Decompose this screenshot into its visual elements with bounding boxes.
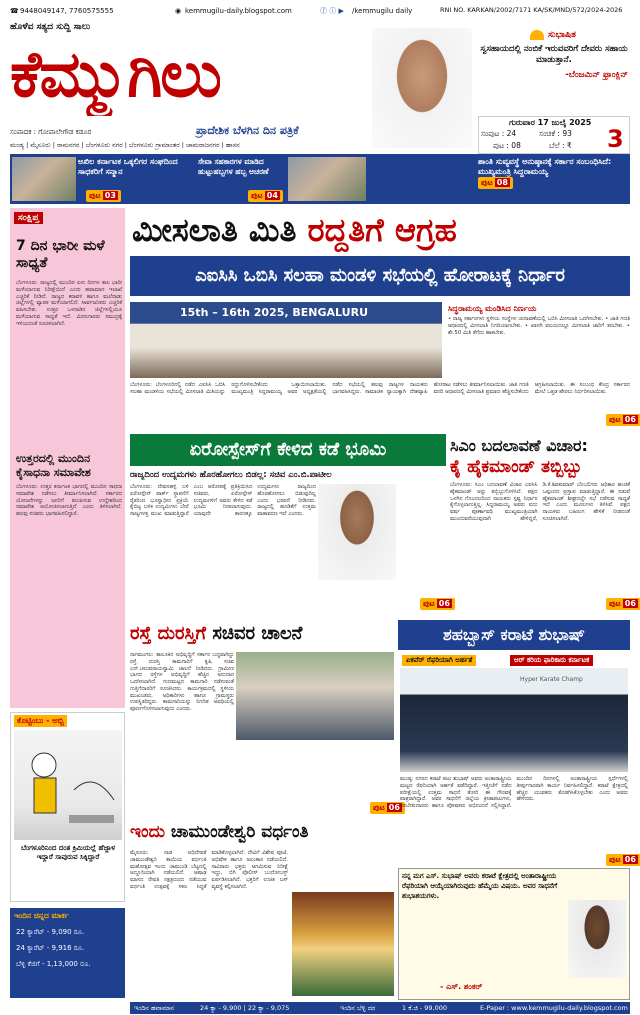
- footer-silver-val: 1 ಕೆ.ಜಿ - 99,000: [402, 1004, 448, 1012]
- roads-body: ನಾಗಮಂಗಲ: ತಾಲೂಕಿನ ಅಭಿವೃದ್ಧಿಗೆ ಸರ್ಕಾರ ಬದ್ಧವಾಗಿದ್ದು ರಸ್ತೆ ದುರಸ್ತಿ ಕಾಮಗಾರಿಗೆ ಕೃಷಿ ಸಚಿವ ಎನ್.ಚಲುವರಾಯಸ್ವಾಮಿ ಚಾಲನೆ ನೀಡಿದರು. ಗ್ರಾಮೀಣ ಭಾಗದ ರಸ್ತೆಗಳ ಅಭಿವೃದ್ಧಿಗೆ ಹೆಚ್ಚಿನ ಅನುದಾನ ಒದಗಿಸಲಾಗಿದೆ. ಗುಣಮಟ್ಟದ ಕಾಮಗಾರಿ ನಡೆಸುವಂತೆ ಗುತ್ತಿಗೆದಾರರಿಗೆ ಸೂಚಿಸಿದರು. ಕಾರ್ಯಕ್ರಮದಲ್ಲಿ ಸ್ಥಳೀಯ ಮುಖಂಡರು, ಅಧಿಕಾರಿಗಳು ಹಾಗೂ ಗ್ರಾಮಸ್ಥರು ಉಪಸ್ಥಿತರಿದ್ದರು. ಕಾಮಗಾರಿಯನ್ನು ನಿಗದಿತ ಅವಧಿಯಲ್ಲಿ ಪೂರ್ಣಗೊಳಿಸಲಾಗುವುದು ಎಂದರು.: [130, 652, 234, 712]
- aerospace-body: ಬೆಂಗಳೂರು: ದೇವನಹಳ್ಳಿ ಬಳಿ ಏರೋಸ್ಪೇಸ್ ಪಾರ್ಕ್ ಸ್ಥಾಪನೆಗೆ ರೈತರಿಂದ ಭೂಸ್ವಾಧೀನ ಪ್ರಕ್ರಿಯೆ ಕೈಬಿಟ್ಟ ಬಳಿಕ ಉದ್ಯಮಿಗಳು ಬೇರೆ ರಾಜ್ಯಗಳತ್ತ ಮುಖ ಮಾಡುತ್ತಿದ್ದಾರೆ ಎಂಬ ಆರೋಪಕ್ಕೆ ಪ್ರತಿಕ್ರಿಯಿಸಿದ ಸಚಿವರು, ಏರೋಸ್ಪೇಸ್ ಉದ್ಯಮಗಳಿಗೆ ಅವರು ಕೇಳಿದ ಕಡೆ ಭೂಮಿ ನೀಡಲಾಗುವುದು. ಯಾವುದೇ ಕಾರಣಕ್ಕೂ ಉದ್ಯಮಗಳು ರಾಜ್ಯದಿಂದ ಹೊರಹೋಗಲು ಬಿಡುವುದಿಲ್ಲ ಎಂದು ಭರವಸೆ ನೀಡಿದರು. ರಾಜ್ಯದಲ್ಲಿ ಹೂಡಿಕೆಗೆ ಉತ್ತಮ ವಾತಾವರಣ ಇದೆ ಎಂದರು.: [130, 484, 316, 517]
- lead-sidebar-body: • ರಾಜ್ಯ ಸರ್ಕಾರಗಳು ಸ್ಥಳೀಯ ಸಂಸ್ಥೆಗಳ ಚುನಾವಣೆಯಲ್ಲಿ ಒಬಿಸಿ ಮೀಸಲಾತಿ ಒದಗಿಸಬೇಕು. • ಜಾತಿ ಗಣತಿ ಆಧಾರದಲ್ಲಿ ಮೀಸಲಾತಿ ನಿಗದಿಯಾಗಬೇಕು. • ಖಾಸಗಿ ವಲಯದಲ್ಲೂ ಮೀಸಲಾತಿ ಜಾರಿಗೆ ತರಬೇಕು. • ಶೇ.50 ಮಿತಿ ತೆಗೆದು ಹಾಕಬೇಕು.: [448, 316, 630, 336]
- price-value: 3: [607, 125, 624, 153]
- karate-headline[interactable]: ಶಹಬ್ಬಾಸ್ ಕರಾಟೆ ಶುಭಾಷ್: [398, 620, 630, 650]
- karate-tag-1: ಏಕವೆರ್ ರೆಫರಿಯಾಗಿ ಅರ್ಹತೆ: [402, 655, 476, 666]
- gold-box: [10, 908, 125, 998]
- social-handle[interactable]: /kemmugilu daily: [352, 7, 413, 15]
- social-icons: ⓕ ⓘ ▶: [320, 7, 344, 15]
- chamundi-headline[interactable]: [130, 818, 392, 846]
- brief-2-body: ಬೆಂಗಳೂರು: ಉತ್ತರ ಕರ್ನಾಟಕ ಭಾಗದಲ್ಲಿ ಮುಂದಿನ ಸಾಧನಾ ಸಮಾವೇಶ ನಡೆಸಲು ತೀರ್ಮಾನಿಸಲಾಗಿದೆ. ಸರ್ಕಾರದ ಯೋಜನೆಗಳನ್ನು ಜನರಿಗೆ ತಲುಪಿಸುವ ಉದ್ದೇಶದಿಂದ ಸಮಾವೇಶ ಆಯೋಜಿಸಲಾಗುತ್ತಿದೆ ಎಂದು ತಿಳಿಸಲಾಗಿದೆ. ಹಲವು ಸಚಿವರು ಭಾಗವಹಿಸಲಿದ್ದಾರೆ.: [16, 484, 122, 517]
- footer-epaper[interactable]: E-Paper : www.kemmugilu-daily.blogspot.com: [480, 1004, 628, 1012]
- issue-volume: ಸಂಪುಟ : 24: [481, 129, 517, 138]
- cartoon-caption: ಬೆಂಗಳೂರಿನಿಂದ ದಂತ ಕ್ರಿಮಿಯಲ್ಲೆ ಹೆಜ್ಜಾಳ ಇದ್ದಾರೆ ಸಾವುರುವ ಸಿಕ್ಕಿದ್ದಾರೆ: [20, 844, 116, 862]
- teaser-photo-2: [288, 157, 366, 201]
- brief-1-title[interactable]: 7 ದಿನ ಭಾರೀ ಮಳೆ ಸಾಧ್ಯತೆ: [16, 238, 105, 271]
- footer-temp: 24 ಕ್ಯಾ - 9,900 | 22 ಕ್ಯಾ - 9,075: [200, 1004, 290, 1012]
- karate-jump-badge[interactable]: ಪುಟ 06: [606, 854, 640, 866]
- cm-headline-black[interactable]: ಸಿಎಂ ಬದಲಾವಣೆ ವಿಚಾರ:: [450, 436, 588, 455]
- lead-sidebar-title: ಸಿದ್ಧರಾಮಯ್ಯ ಮಂಡಿಸಿದ ನಿರ್ಣಯ: [448, 304, 537, 313]
- issue-date: ಗುರುವಾರ 17 ಜುಲೈ 2025: [509, 118, 592, 127]
- quote-label: ಸುಭಾಷಿತ: [548, 30, 576, 40]
- brief-2-title[interactable]: ಉತ್ತರದಲ್ಲಿ ಮುಂದಿನ ಕೈಸಾಧನಾ ಸಮಾವೇಶ: [16, 452, 91, 479]
- ad-portrait: [568, 900, 626, 978]
- roads-headline[interactable]: [130, 620, 392, 648]
- cm-body: ಬೆಂಗಳೂರು: ಸಿಎಂ ಬದಲಾವಣೆ ವಿಚಾರ ಎಐಸಿಸಿ ಹೈಕಮಾಂಡ್ ಅನ್ನು ತಬ್ಬಿಬ್ಬುಗೊಳಿಸಿದೆ. ಪಕ್ಷದ ಒಳಗಿನ ಗೊಂದಲದಿಂದ ನಾಯಕರು ಸ್ಪಷ್ಟ ನಿರ್ಧಾರ ಕೈಗೊಳ್ಳಲಾಗುತ್ತಿಲ್ಲ. ಸಿದ್ದರಾಮಯ್ಯ ಅವರು ಐದು ವರ್ಷ ಪೂರ್ಣಾವಧಿ ಮುಖ್ಯಮಂತ್ರಿಯಾಗಿ ಮುಂದುವರೆಯುವುದಾಗಿ ಹೇಳಿದ್ದರೆ, ಡಿ.ಕೆ.ಶಿವಕುಮಾರ್ ಬೆಂಬಲಿಗರು ಅಧಿಕಾರ ಹಂಚಿಕೆ ಒಪ್ಪಂದದ ಪ್ರಸ್ತಾಪ ಮಾಡುತ್ತಿದ್ದಾರೆ. ಈ ನಡುವೆ ಹೈಕಮಾಂಡ್ ಶೀಘ್ರದಲ್ಲೇ ಸಭೆ ನಡೆಸುವ ಸಾಧ್ಯತೆ ಇದೆ ಎಂದು ಮೂಲಗಳು ತಿಳಿಸಿವೆ. ಪಕ್ಷದ ನಾಯಕರು ಬಹಿರಂಗ ಹೇಳಿಕೆ ನೀಡದಂತೆ ಸೂಚಿಸಲಾಗಿದೆ.: [450, 482, 630, 522]
- footer-silver: ಇಂದಿನ ಬೆಳ್ಳಿ ದರ: [340, 1004, 376, 1012]
- lead-subheadline: ಎಐಸಿಸಿ ಒಬಿಸಿ ಸಲಹಾ ಮಂಡಳಿ ಸಭೆಯಲ್ಲಿ ಹೋರಾಟಕ್ಕೆ ನಿರ್ಧಾರ: [130, 256, 630, 296]
- chamundi-body-cont: [292, 850, 394, 890]
- karate-tag-2: ಆರ್ ಕರಿಯ ಫಾರಿಕಾರು ಕರ್ನಾಟಕ: [510, 655, 593, 666]
- sun-icon: [530, 30, 544, 40]
- rni-number: RNI NO. KARKAN/2002/7171 KA/SK/MND/572/2024-2026: [440, 6, 623, 14]
- paper-subtitle: ಪ್ರಾದೇಶಿಕ ಬೆಳಗಿನ ದಿನ ಪತ್ರಿಕೆ: [196, 124, 299, 137]
- roads-photo: [236, 652, 394, 740]
- footer-bar: [130, 1002, 630, 1014]
- chamundi-photo: [292, 892, 394, 996]
- lead-headline-red: ರದ್ದತಿಗೆ ಆಗ್ರಹ: [307, 211, 457, 249]
- cartoon-title: ಕೊಟ್ಟಿಂಬು - ಅಬ್ಬಿ: [14, 715, 67, 727]
- ad-signature: - ಎಸ್. ಶಂಕರ್: [440, 982, 483, 991]
- lead-photo-caption: 15th – 16th 2025, BENGALURU: [180, 306, 369, 319]
- issue-pages: ಪುಟ : 08: [493, 141, 521, 150]
- teaser-page-badge-2[interactable]: ಪುಟ 04: [248, 190, 283, 202]
- brief-1-body: ಬೆಂಗಳೂರು: ರಾಜ್ಯದಲ್ಲಿ ಮುಂದಿನ ಏಳು ದಿನಗಳ ಕಾಲ ಭಾರೀ ಮಳೆಯಾಗುವ ನಿರೀಕ್ಷೆಯಿದೆ ಎಂದು ಹವಾಮಾನ ಇಲಾಖೆ ಎಚ್ಚರಿಕೆ ನೀಡಿದೆ. ರಾಜ್ಯದ ಕರಾವಳಿ ಹಾಗೂ ಮಲೆನಾಡು ಜಿಲ್ಲೆಗಳಲ್ಲಿ ವ್ಯಾಪಕ ಮಳೆಯಾಗಲಿದೆ. ಸಾರ್ವಜನಿಕರು ಎಚ್ಚರಿಕೆ ವಹಿಸಬೇಕು. ಉತ್ತರ ಒಳನಾಡಿನ ಜಿಲ್ಲೆಗಳಲ್ಲಿಯೂ ಮಳೆಯಾಗುವ ಸಾಧ್ಯತೆ ಇದೆ. ಮೀನುಗಾರರು ಸಮುದ್ರಕ್ಕೆ ಇಳಿಯದಂತೆ ಸೂಚಿಸಲಾಗಿದೆ.: [16, 280, 122, 327]
- karate-body: ಮಂಡ್ಯ: ನಗರದ ಕರಾಟೆ ಪಟು ಶುಭಾಷ್ ಅವರು ಅಂತಾರಾಷ್ಟ್ರೀಯ ಮಟ್ಟದ ರೆಫರಿಯಾಗಿ ಅರ್ಹತೆ ಪಡೆದಿದ್ದಾರೆ. ಇತ್ತೀಚೆಗೆ ನಡೆದ ಪರೀಕ್ಷೆಯಲ್ಲಿ ಉತ್ತಮ ಸಾಧನೆ ತೋರಿ ಈ ಗೌರವಕ್ಕೆ ಪಾತ್ರರಾಗಿದ್ದಾರೆ. ಅವರ ಸಾಧನೆಗೆ ಜಿಲ್ಲೆಯ ಕ್ರೀಡಾಪಟುಗಳು, ತರಬೇತುದಾರರು ಹಾಗೂ ಪೋಷಕರು ಅಭಿನಂದನೆ ಸಲ್ಲಿಸಿದ್ದಾರೆ. ಮುಂದಿನ ದಿನಗಳಲ್ಲಿ ಅಂತಾರಾಷ್ಟ್ರೀಯ ಸ್ಪರ್ಧೆಗಳಲ್ಲಿ ತೀರ್ಪುಗಾರರಾಗಿ ಕಾರ್ಯ ನಿರ್ವಹಿಸಲಿದ್ದಾರೆ. ಕರಾಟೆ ಕ್ಷೇತ್ರದಲ್ಲಿ ಹೆಚ್ಚಿನ ಯುವಕರು ತೊಡಗಿಸಿಕೊಳ್ಳಬೇಕು ಎಂದು ಅವರು ಹೇಳಿದರು.: [400, 776, 628, 809]
- roads-body-cont: [236, 744, 394, 810]
- editor-name: ಸಂಪಾದಕ : ಗೋಪಾಲೇಗೌಡ ಕಡೂರ: [10, 128, 92, 136]
- roads-headline-red: ರಸ್ತೆ ದುರಸ್ತಿಗೆ: [130, 623, 207, 644]
- price-label: ಬೆಲೆ : ₹: [549, 141, 572, 150]
- minister-portrait: [318, 484, 396, 580]
- issue-box: [478, 116, 630, 154]
- teaser-page-badge-1[interactable]: ಪುಟ 03: [86, 190, 121, 202]
- gold-row-2: 24 ಕ್ಯಾರೆಟ್ - 9,916 ರೂ.: [16, 944, 85, 952]
- web-icon: ◉: [175, 7, 182, 15]
- teaser-text-1[interactable]: ಅಖಿಲ ಕರ್ನಾಟಕ ಒಕ್ಕಲಿಗರ ಸಂಘದಿಂದ ಸಾಧಕರಿಗೆ ಸನ್ಮಾನ: [78, 157, 178, 177]
- teaser-text-2[interactable]: ಸೇವಾ ಸಹಕಾರಗಳ ಮಾಡಿದ ಹುಟ್ಟುಹಬ್ಬಗಳ ಹಬ್ಬ ಆಚರಣೆ: [198, 157, 269, 176]
- aerospace-subheadline: ರಾಜ್ಯದಿಂದ ಉದ್ಯಮಗಳು ಹೊರಹೋಗಲು ಬಿಡಲ್ಲ: ಸಚಿವ ಎಂ.ಬಿ.ಪಾಟೀಲ: [130, 470, 332, 480]
- gold-row-1: 22 ಕ್ಯಾರೆಟ್ - 9,090 ರೂ.: [16, 928, 85, 936]
- cartoon-drawing: [14, 730, 122, 840]
- newspaper-logo: ಕೆಮ್ಮುಗಿಲು: [10, 38, 221, 112]
- teaser-page-badge-3[interactable]: ಪುಟ 08: [478, 177, 513, 189]
- website-link[interactable]: kemmugilu-daily.blogspot.com: [185, 7, 292, 15]
- cartoon-figure-icon: [14, 730, 122, 840]
- lead-body: ಬೆಂಗಳೂರು: ಬೆಂಗಳೂರಿನಲ್ಲಿ ನಡೆದ ಎಐಸಿಸಿ ಒಬಿಸಿ ಸಲಹಾ ಮಂಡಳಿಯ ಸಭೆಯಲ್ಲಿ ಮೀಸಲಾತಿ ಮಿತಿಯನ್ನು ರದ್ದುಗೊಳಿಸಬೇಕೆಂದು ಒತ್ತಾಯಿಸಲಾಯಿತು. ಮುಖ್ಯಮಂತ್ರಿ ಸಿದ್ದರಾಮಯ್ಯ ಅವರ ಅಧ್ಯಕ್ಷತೆಯಲ್ಲಿ ನಡೆದ ಸಭೆಯಲ್ಲಿ ಹಲವು ರಾಜ್ಯಗಳ ನಾಯಕರು ಭಾಗವಹಿಸಿದ್ದರು. ಸಾಮಾಜಿಕ ನ್ಯಾಯಕ್ಕಾಗಿ ದೇಶವ್ಯಾಪಿ ಹೋರಾಟ ನಡೆಸಲು ತೀರ್ಮಾನಿಸಲಾಯಿತು. ಜಾತಿ ಗಣತಿ ವರದಿ ಆಧಾರದಲ್ಲಿ ಮೀಸಲಾತಿ ಪ್ರಮಾಣ ಹೆಚ್ಚಿಸಬೇಕೆಂದು ಆಗ್ರಹಿಸಲಾಯಿತು. ಈ ಸಂಬಂಧ ಕೇಂದ್ರ ಸರ್ಕಾರದ ಮೇಲೆ ಒತ್ತಡ ಹೇರಲು ನಿರ್ಧರಿಸಲಾಯಿತು.: [130, 382, 630, 395]
- lead-headline-black: ಮೀಸಲಾತಿ ಮಿತಿ: [132, 211, 297, 249]
- cm-headline-red[interactable]: ಕೈ ಹೈಕಮಾಂಡ್ ತಬ್ಬಿಬ್ಬು: [450, 457, 583, 477]
- footer-left: ಇಂದಿನ ಹವಾಮಾನ: [134, 1004, 175, 1012]
- cm-portrait: [372, 28, 472, 148]
- lead-jump-badge[interactable]: ಪುಟ 06: [606, 414, 640, 426]
- chamundi-headline-black: ಚಾಮುಂಡೇಶ್ವರಿ ವರ್ಧಂತಿ: [170, 822, 309, 842]
- district-list: ಮಂಡ್ಯ | ಮೈಸೂರು | ರಾಮನಗರ | ಬೆಂಗಳೂರು ನಗರ | ಬೆಂಗಳೂರು ಗ್ರಾಮಾಂತರ | ಚಾಮರಾಜನಗರ | ಹಾಸನ: [10, 142, 240, 149]
- karate-photo-sign: Hyper Karate Champ: [520, 676, 583, 683]
- aerospace-headline[interactable]: ಏರೋಸ್ಪೇಸ್‌ಗೆ ಕೇಳಿದ ಕಡೆ ಭೂಮಿ: [130, 434, 446, 466]
- phone-icon: ☎: [10, 7, 19, 15]
- teaser-text-3[interactable]: ಶಾಂತಿ ಸುವ್ಯವಸ್ಥೆ ಅನುಷ್ಠಾನಕ್ಕೆ ಸರ್ಕಾರ ಸಂಬಂಧಿಸಿದೆ: ಮುಖ್ಯಮಂತ್ರಿ ಸಿದ್ದರಾಮಯ್ಯ: [478, 157, 612, 176]
- gold-row-3: ಬೆಳ್ಳಿ ಕೆಜಿಗೆ - 1,13,000 ರೂ.: [16, 960, 91, 968]
- quote-box: [478, 24, 630, 116]
- ad-text: ನನ್ನ ಮಗ ಎಸ್. ಸುಭಾಷ್ ಅವರು ಕರಾಟೆ ಕ್ಷೇತ್ರದಲ್ಲಿ ಅಂತಾರಾಷ್ಟ್ರೀಯ ರೆಫರಿಯಾಗಿ ಆಯ್ಕೆಯಾಗಿರುವುದು ಹೆಮ್ಮೆಯ ವಿಷಯ. ಅವರ ಸಾಧನೆಗೆ ಶುಭಾಶಯಗಳು.: [402, 872, 558, 900]
- tagline: ಹೊಳೆವ ಸತ್ಯದ ಸುದ್ದಿ ಸಾಲು: [10, 22, 91, 32]
- issue-number: ಸಂಚಿಕೆ : 93: [539, 129, 572, 138]
- lead-photo: [130, 302, 442, 378]
- teaser-photo-1: [12, 157, 76, 201]
- phone-numbers: 9448049147, 7760575555: [20, 7, 114, 15]
- quote-author: -ಬೆಂಜಮಿನ್ ಫ್ರಾಂಕ್ಲಿನ್: [565, 70, 628, 80]
- briefs-header: ಸಂಕ್ಷಿಪ್ತ: [14, 212, 43, 224]
- gold-title: ಇಂದಿನ ಚಿನ್ನದ ಮಾರ್ಕ: [14, 911, 69, 920]
- quote-text: ಸ್ವಸಹಾಯದಲ್ಲಿ ನಂಬಿಕೆ ಇರುವವರಿಗೆ ದೇವರು ಸಹಾಯ ಮಾಡುತ್ತಾನೆ.: [480, 44, 628, 66]
- roads-jump-badge[interactable]: ಪುಟ 06: [370, 802, 405, 814]
- roads-headline-black: ಸಚಿವರ ಚಾಲನೆ: [212, 623, 303, 644]
- cm-jump-badge[interactable]: ಪುಟ 06: [606, 598, 640, 610]
- aerospace-body-cont: [398, 484, 446, 614]
- chamundi-body: ಮೈಸೂರು: ನಾಡ ಅಧಿದೇವತೆ ಚಾಮುಂಡೇಶ್ವರಿ ತಾಯಿಯ ವರ್ಧಂತಿ ಮಹೋತ್ಸವ ಇಂದು ಚಾಮುಂಡಿ ಬೆಟ್ಟದಲ್ಲಿ ಅದ್ದೂರಿಯಾಗಿ ನಡೆಯಲಿದೆ. ಆಷಾಢ ಮಾಸದ ರೇವತಿ ನಕ್ಷತ್ರದಂದು ನಡೆಯುವ ವರ್ಧಂತಿ ಉತ್ಸವಕ್ಕೆ ಸಕಲ ಸಿದ್ಧತೆ ಮಾಡಿಕೊಳ್ಳಲಾಗಿದೆ. ದೇವಿಗೆ ವಿಶೇಷ ಪೂಜೆ, ಅಭಿಷೇಕ ಹಾಗೂ ಅಲಂಕಾರ ನಡೆಯಲಿದೆ. ಸಾವಿರಾರು ಭಕ್ತರು ಆಗಮಿಸುವ ನಿರೀಕ್ಷೆ ಇದ್ದು, ಬಿಗಿ ಪೊಲೀಸ್ ಬಂದೋಬಸ್ತ್ ಏರ್ಪಡಿಸಲಾಗಿದೆ. ಭಕ್ತರಿಗೆ ಉಚಿತ ಬಸ್ ವ್ಯವಸ್ಥೆ ಕಲ್ಪಿಸಲಾಗಿದೆ.: [130, 850, 288, 890]
- lead-headline[interactable]: [132, 208, 630, 252]
- chamundi-headline-red: ಇಂದು: [130, 822, 165, 842]
- karate-photo: [400, 668, 628, 772]
- aerospace-jump-badge[interactable]: ಪುಟ 06: [420, 598, 455, 610]
